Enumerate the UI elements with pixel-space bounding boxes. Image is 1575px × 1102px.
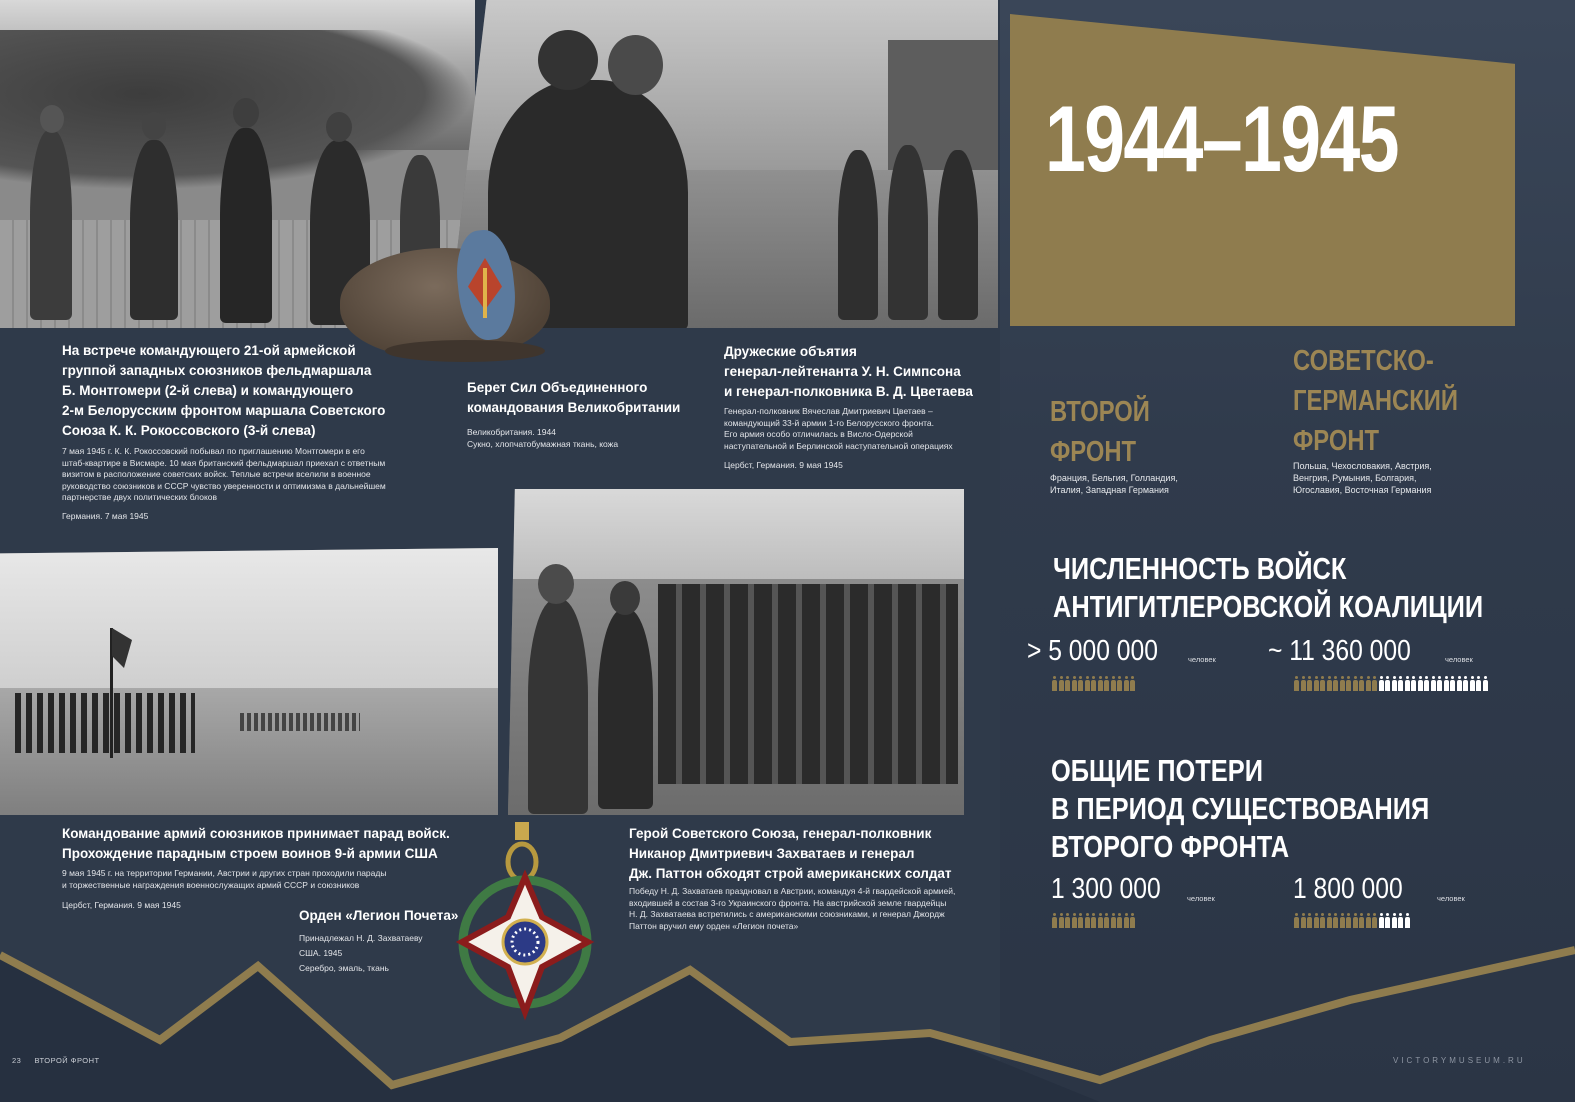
person-icon [1437,676,1442,691]
person-icon [1294,676,1299,691]
person-icon [1307,676,1312,691]
person-icon [1463,676,1468,691]
footer-section-title: ВТОРОЙ ФРОНТ [34,1056,100,1065]
caption-line: Генерал-полковник Вячеслав Дмитриевич Цветаев – [724,406,933,416]
person-icon [1346,913,1351,928]
countries-line: Италия, Западная Германия [1050,485,1169,495]
person-icon [1124,676,1129,691]
caption-simpson-text [724,406,994,452]
person-icon [1065,913,1070,928]
person-icon [1124,913,1129,928]
heading-line: ЧИСЛЕННОСТЬ ВОЙСК [1053,551,1347,586]
person-icon [1091,676,1096,691]
caption-simpson-title [724,342,994,402]
caption-line: Союза К. К. Рокоссовского (3-й слева) [62,423,316,438]
person-icon [1098,676,1103,691]
person-icon [1372,676,1377,691]
caption-line: Герой Советского Союза, генерал-полковник [629,826,932,841]
caption-line: Великобритания. 1944 [467,427,556,437]
caption-line: командования Великобритании [467,400,681,415]
person-icon [1470,676,1475,691]
caption-line: партнерстве двух политических блоков [62,492,218,502]
caption-line: Прохождение парадным строем воинов 9-й армии США [62,846,438,861]
person-icon [1385,676,1390,691]
person-icon [1098,913,1103,928]
person-icon [1392,913,1397,928]
caption-line: США. 1945 [299,948,343,958]
person-icon [1424,676,1429,691]
year-title: 1944–1945 [1045,86,1398,191]
caption-line: генерал-лейтенанта У. Н. Симпсона [724,364,961,379]
footer-page-number: 23 [12,1056,22,1065]
troops-soviet-front-unit: человек [1445,655,1473,664]
caption-line: Н. Д. Захватаева встретились с американскими союзниками, и генерал Джордж [629,909,945,919]
soviet-front-countries [1293,460,1432,496]
caption-line: и торжественные награждения военнослужащих армий СССР и союзников [62,879,360,890]
person-icon [1078,913,1083,928]
person-icon [1320,676,1325,691]
caption-montgomery-title [62,341,442,441]
caption-line: визитом в расположение советских войск. Теплые встречи вселили в военное [62,469,371,479]
decorative-gold-line [0,930,1575,1102]
caption-zakhvataev-title [629,824,969,884]
person-icon [1392,676,1397,691]
person-icon [1065,676,1070,691]
caption-line: Серебро, эмаль, ткань [299,963,389,973]
person-icon [1457,676,1462,691]
person-icon [1294,913,1299,928]
person-icon [1072,676,1077,691]
photo-zakhvataev-patton [508,489,964,815]
countries-line: Польша, Чехословакия, Австрия, [1293,461,1432,471]
troops-second-front-value: > 5 000 000 [1027,635,1158,667]
caption-line: штаб-квартире в Висмаре. 10 мая британский фельдмаршал приехал с ответным [62,457,386,468]
caption-zakhvataev-text [629,886,969,932]
losses-heading [1051,752,1429,866]
person-icon [1314,913,1319,928]
person-icon [1379,913,1384,928]
caption-beret-text [467,427,687,450]
title-line: ФРОНТ [1050,436,1137,468]
person-icon [1359,913,1364,928]
countries-line: Франция, Бельгия, Голландия, [1050,473,1178,483]
person-icon [1059,676,1064,691]
medal-ribbon-loop [508,844,536,880]
person-icon [1301,676,1306,691]
title-line: ГЕРМАНСКИЙ [1293,385,1458,417]
caption-line: командующий 33-й армии 1-го Белорусского фронта. [724,417,935,428]
second-front-title [1050,392,1150,472]
caption-line: наступательной и Берлинской наступательной операциях [724,440,953,451]
heading-line: АНТИГИТЛЕРОВСКОЙ КОАЛИЦИИ [1053,589,1484,624]
caption-line: и генерал-полковника В. Д. Цветаева [724,384,973,399]
person-icon [1398,913,1403,928]
caption-montgomery-text [62,446,422,504]
person-icon [1340,676,1345,691]
person-icon [1405,913,1410,928]
person-icon [1398,676,1403,691]
caption-line: 2-м Белорусским фронтом маршала Советского [62,403,386,418]
person-icon [1085,676,1090,691]
troops-heading [1053,550,1483,626]
caption-line: 7 мая 1945 г. К. К. Рокоссовский побывал по приглашению Монтгомери в его [62,446,365,456]
person-icon [1307,913,1312,928]
person-icon [1314,676,1319,691]
decorative-dark-band [0,955,1100,1102]
person-icon [1405,676,1410,691]
person-icon [1111,676,1116,691]
caption-line: группой западных союзников фельдмаршала [62,363,372,378]
person-icon [1444,676,1449,691]
title-line: СОВЕТСКО- [1293,345,1434,377]
person-icon [1072,913,1077,928]
caption-line: Берет Сил Объединенного [467,380,648,395]
caption-simpson-place: Цербст, Германия. 9 мая 1945 [724,460,843,470]
person-icon [1385,913,1390,928]
person-icon [1320,913,1325,928]
caption-line: Никанор Дмитриевич Захватаев и генерал [629,846,915,861]
caption-line: Сукно, хлопчатобумажная ткань, кожа [467,438,619,449]
person-icon [1353,676,1358,691]
person-icon [1091,913,1096,928]
losses-soviet-front-unit: человек [1437,894,1465,903]
losses-second-front-unit: человек [1187,894,1215,903]
heading-line: ОБЩИЕ ПОТЕРИ [1051,753,1263,788]
person-icon [1359,676,1364,691]
person-icon [1052,676,1057,691]
person-icon [1483,676,1488,691]
person-icon [1059,913,1064,928]
caption-line: На встрече командующего 21-ой армейской [62,343,356,358]
caption-parade-place: Цербст, Германия. 9 мая 1945 [62,900,181,910]
person-icon [1346,676,1351,691]
caption-line: Дружеские объятия [724,344,857,359]
caption-line: Б. Монтгомери (2-й слева) и командующего [62,383,354,398]
person-icon [1333,676,1338,691]
person-icon [1117,676,1122,691]
footer-page-info [12,1056,100,1065]
person-icon [1340,913,1345,928]
person-icon [1379,676,1384,691]
caption-parade-text [62,868,442,891]
person-icon [1366,676,1371,691]
person-icon [1111,913,1116,928]
person-icon [1450,676,1455,691]
caption-parade-title [62,824,482,864]
person-icon [1411,676,1416,691]
person-icon [1353,913,1358,928]
caption-line: руководство союзников и СССР чувство уверенности и оптимизма в дальнейшем [62,480,386,491]
countries-line: Югославия, Восточная Германия [1293,485,1432,495]
title-line: ВТОРОЙ [1050,396,1150,428]
person-icon [1117,913,1122,928]
person-icon [1052,913,1057,928]
troops-second-front-icons [1052,675,1135,691]
caption-line: Дж. Паттон обходят строй американских солдат [629,866,952,881]
medal-clasp [515,822,529,840]
soviet-front-title [1293,341,1458,461]
losses-soviet-front-value: 1 800 000 [1293,873,1403,905]
caption-line: 9 мая 1945 г. на территории Германии, Австрии и других стран проходили парады [62,868,387,878]
person-icon [1130,676,1135,691]
caption-beret-title [467,378,697,418]
person-icon [1301,913,1306,928]
title-line: ФРОНТ [1293,425,1380,457]
person-icon [1431,676,1436,691]
person-icon [1327,913,1332,928]
second-front-countries [1050,472,1178,496]
person-icon [1130,913,1135,928]
person-icon [1327,676,1332,691]
person-icon [1078,676,1083,691]
footer-site: VICTORYMUSEUM.RU [1393,1056,1526,1065]
person-icon [1333,913,1338,928]
caption-line: Командование армий союзников принимает парад войск. [62,826,450,841]
caption-montgomery-place: Германия. 7 мая 1945 [62,511,149,521]
losses-second-front-value: 1 300 000 [1051,873,1161,905]
losses-second-front-icons [1052,912,1135,928]
heading-line: ВТОРОГО ФРОНТА [1051,829,1290,864]
caption-line: Победу Н. Д. Захватаев праздновал в Австрии, командуя 4-й гвардейской армией, [629,886,956,896]
person-icon [1372,913,1377,928]
caption-line: Паттон вручил ему орден «Легион почета» [629,920,799,931]
troops-soviet-front-value: ~ 11 360 000 [1268,635,1411,667]
caption-line: Его армия особо отличилась в Висло-Одерской [724,429,913,439]
losses-soviet-front-icons [1294,912,1410,928]
caption-line: Принадлежал Н. Д. Захватаеву [299,933,423,943]
caption-line: входившей в состав 3-го Украинского фронта. На австрийской земле гвардейцы [629,897,947,908]
person-icon [1104,676,1109,691]
person-icon [1366,913,1371,928]
person-icon [1085,913,1090,928]
person-icon [1476,676,1481,691]
person-icon [1418,676,1423,691]
troops-second-front-unit: человек [1188,655,1216,664]
photo-parade [0,548,498,815]
countries-line: Венгрия, Румыния, Болгария, [1293,473,1417,483]
heading-line: В ПЕРИОД СУЩЕСТВОВАНИЯ [1051,791,1430,826]
person-icon [1104,913,1109,928]
caption-order-title: Орден «Легион Почета» [299,908,459,923]
troops-soviet-front-icons [1294,675,1488,691]
